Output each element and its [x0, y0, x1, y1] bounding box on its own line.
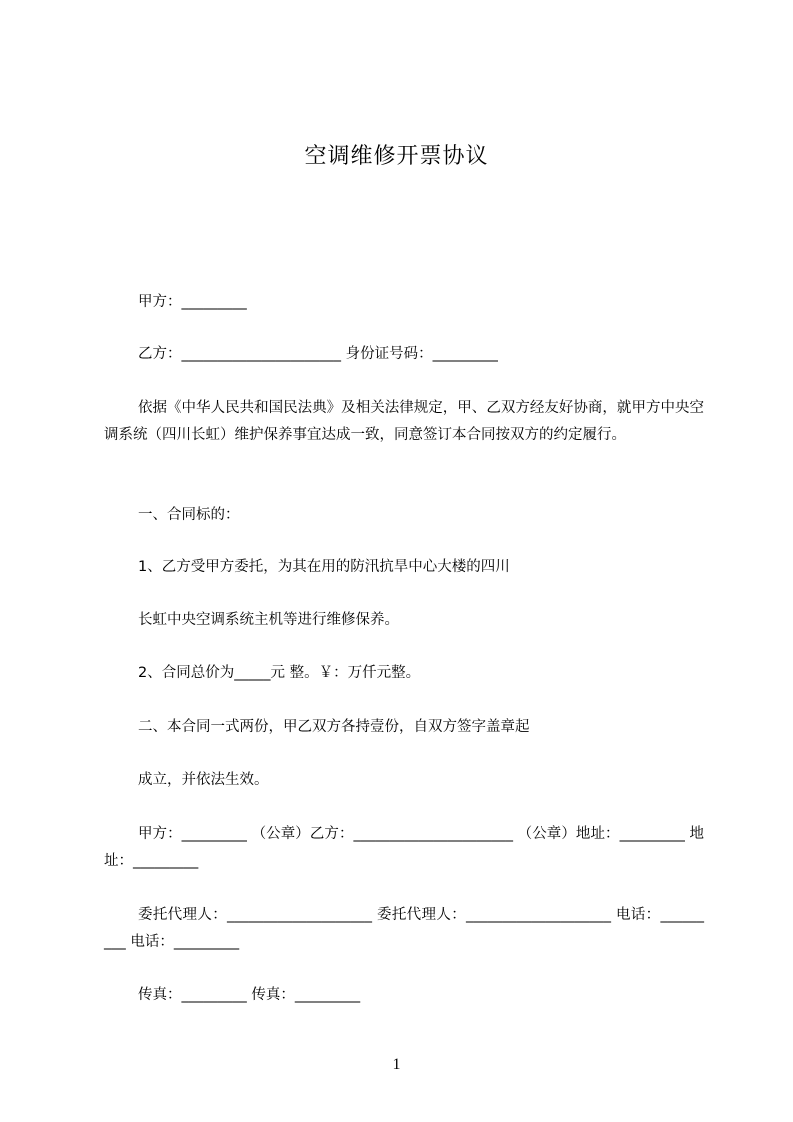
party-a-line: 甲方：_________: [138, 294, 247, 310]
agent-block: 委托代理人：____________________ 委托代理人：____________________ 电话：_________ 电话：_________: [104, 907, 704, 950]
section1-heading: 一、合同标的：: [138, 507, 240, 523]
signature-block: 甲方：_________ （公章）乙方：______________________ （公章）地址：_________ 地址：_________: [104, 826, 704, 869]
intro-paragraph: 依据《中华人民共和国民法典》及相关法律规定，甲、乙双方经友好协商，就甲方中央空调系统（四川长虹）维护保养事宜达成一致，同意签订本合同按双方的约定履行。: [104, 400, 704, 443]
party-b-line: 乙方：______________________ 身份证号码：_________: [138, 346, 498, 362]
section2-line2: 成立，并依法生效。: [138, 772, 269, 788]
page-number: 1: [392, 1056, 401, 1073]
clause1-line2: 长虹中央空调系统主机等进行维修保养。: [138, 612, 399, 628]
section2-line1: 二、本合同一式两份，甲乙双方各持壹份，自双方签字盖章起: [138, 719, 530, 735]
clause2-line: 2、合同总价为_____元 整。￥：万仟元整。: [138, 665, 421, 681]
fax-line: 传真：_________ 传真：_________: [138, 987, 361, 1003]
document-title: 空调维修开票协议: [304, 144, 489, 169]
clause1-line1: 1、乙方受甲方委托，为其在用的防汛抗旱中心大楼的四川: [138, 559, 510, 575]
